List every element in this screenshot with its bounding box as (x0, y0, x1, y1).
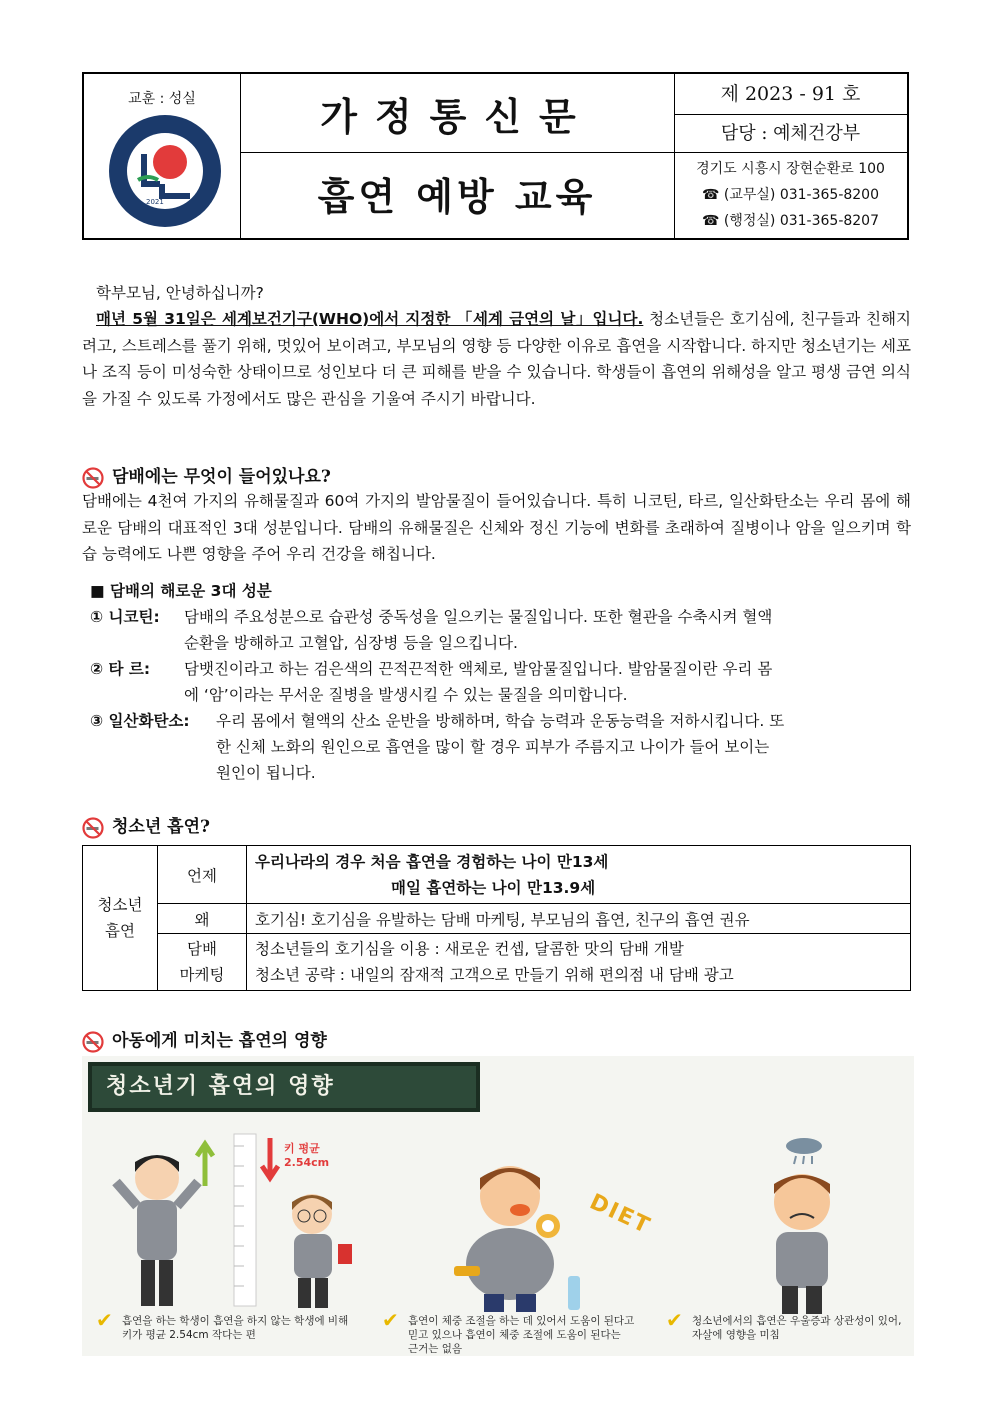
check-icon: ✔ (666, 1308, 683, 1332)
table-cell-line: 청소년 공략 : 내일의 잠재적 고객으로 만들기 위해 편의점 내 담배 광고 (255, 966, 734, 984)
effects-infographic (82, 1056, 914, 1356)
caption-depression: 청소년에서의 흡연은 우울증과 상관성이 있어, 자살에 영향을 미침 (692, 1315, 902, 1341)
caption-diet: 흡연이 체중 조절을 하는 데 있어서 도움이 된다고 믿고 있으나 흡연이 체중 조절에 도움이 된다는 근거는 없음 (408, 1315, 635, 1355)
school-motto: 교훈 : 성실 (128, 91, 196, 107)
table-row-label: 담배 마케팅 (158, 934, 247, 991)
table-group-cell: 청소년 흡연 (83, 846, 158, 991)
component-label: ① 니코틴: (90, 608, 160, 626)
depression-illustration (732, 1136, 872, 1316)
department: 담당 : 예체건강부 (720, 123, 861, 144)
table-cell-line: 매일 흡연하는 나이 만13.9세 (391, 878, 596, 897)
diet-illustration (440, 1146, 640, 1316)
section-heading-effects (82, 1026, 327, 1053)
component-line: 한 신체 노화의 원인으로 흡연을 많이 할 경우 피부가 주름지고 나이가 들어 보이는 (216, 738, 770, 756)
height-comparison-illustration (102, 1126, 402, 1316)
section1-title: 담배에는 무엇이 들어있나요? (112, 467, 331, 487)
phone-office: ☎ (교무실) 031-365-8200 (701, 187, 879, 203)
height-label: 키 평균 2.54cm (284, 1142, 330, 1169)
page-title: 가정통신문 (320, 94, 594, 139)
school-logo (108, 114, 222, 228)
page-subtitle: 흡연 예방 교육 (317, 174, 597, 219)
component-line: 에 ‘암’이라는 무서운 질병을 발생시킬 수 있는 물질을 의미합니다. (184, 686, 628, 704)
chalkboard (88, 1062, 480, 1112)
table-row (83, 846, 911, 904)
component-label: ② 타 르: (90, 660, 151, 678)
greeting: 학부모님, 안녕하십니까? (96, 284, 264, 302)
table-row (83, 934, 911, 991)
intro-body: 청소년들은 호기심에, 친구들과 친해지려고, 스트레스를 풀기 위해, 멋있어 보이려고, 부모님의 영향 등 다양한 이유로 흡연을 시작합니다. 하지만 청소년기는 세포나 조직 등이 미성숙한 상태이므로 성인보다 더 큰 피해를 받을 수 있습니다. 학생들이 흡연의 위해성을 알고 평생 금연 의식을 가질 수 있도록 가정에서도 많은 관심을 기울여 주시기 바랍니다. (82, 310, 911, 408)
intro-lead: 매년 5월 31일은 세계보건기구(WHO)에서 지정한 「세계 금연의 날」입니다. (96, 310, 644, 328)
component-line: 원인이 됩니다. (216, 764, 316, 782)
youth-smoking-table (82, 845, 911, 991)
check-icon: ✔ (382, 1308, 399, 1332)
logo-year: 2021 (146, 198, 164, 206)
diet-label: DIET (585, 1189, 655, 1240)
table-cell (247, 934, 911, 991)
component-label: ③ 일산화탄소: (90, 712, 190, 730)
contact-info (674, 156, 907, 234)
section-heading-contents (82, 462, 331, 489)
phone-admin: ☎ (행정실) 031-365-8207 (701, 213, 879, 229)
component-line: 순환을 방해하고 고혈압, 심장병 등을 일으킵니다. (184, 634, 518, 652)
caption-height: 흡연을 하는 학생이 흡연을 하지 않는 학생에 비해 키가 평균 2.54cm 작다는 편 (122, 1315, 349, 1341)
header-table (82, 72, 909, 240)
table-cell-line: 청소년들의 호기심을 이용 : 새로운 컨셉, 달콤한 맛의 담배 개발 (255, 940, 684, 958)
section2-title: 청소년 흡연? (112, 817, 210, 837)
chalkboard-title: 청소년기 흡연의 영향 (106, 1074, 335, 1099)
no-smoking-icon (82, 817, 104, 839)
table-cell-line: 우리나라의 경우 처음 흡연을 경험하는 나이 만13세 (255, 852, 609, 871)
component-line: 담뱃진이라고 하는 검은색의 끈적끈적한 액체로, 발암물질입니다. 발암물질이란 우리 몸 (184, 660, 773, 678)
address: 경기도 시흥시 장현순환로 100 (696, 161, 885, 177)
intro-paragraph (82, 306, 911, 412)
section3-title: 아동에게 미치는 흡연의 영향 (112, 1031, 327, 1051)
components-subtitle: ■ 담배의 해로운 3대 성분 (90, 582, 272, 600)
table-row-label: 언제 (158, 846, 247, 904)
table-cell (247, 846, 911, 904)
section-heading-youth (82, 812, 210, 839)
component-line: 우리 몸에서 혈액의 산소 운반을 방해하며, 학습 능력과 운동능력을 저하시킵니다. 또 (216, 712, 785, 730)
issue-number: 제 2023 - 91 호 (720, 83, 861, 105)
table-row-label: 왜 (158, 904, 247, 934)
section1-body: 담배에는 4천여 가지의 유해물질과 60여 가지의 발암물질이 들어있습니다. 특히 니코틴, 타르, 일산화탄소는 우리 몸에 해로운 담배의 대표적인 3대 성분입니다. 담배의 유해물질은 신체와 정신 기능에 변화를 초래하여 질병이나 암을 일으키며 학습 능력에도 나쁜 영향을 주어 우리 건강을 해칩니다. (82, 492, 911, 563)
no-smoking-icon (82, 467, 104, 489)
check-icon: ✔ (96, 1308, 113, 1332)
component-line: 담배의 주요성분으로 습관성 중독성을 일으키는 물질입니다. 또한 혈관을 수축시켜 혈액 (184, 608, 773, 626)
no-smoking-icon (82, 1031, 104, 1053)
table-row (83, 904, 911, 934)
table-cell: 호기심! 호기심을 유발하는 담배 마케팅, 부모님의 흡연, 친구의 흡연 권유 (247, 904, 911, 934)
